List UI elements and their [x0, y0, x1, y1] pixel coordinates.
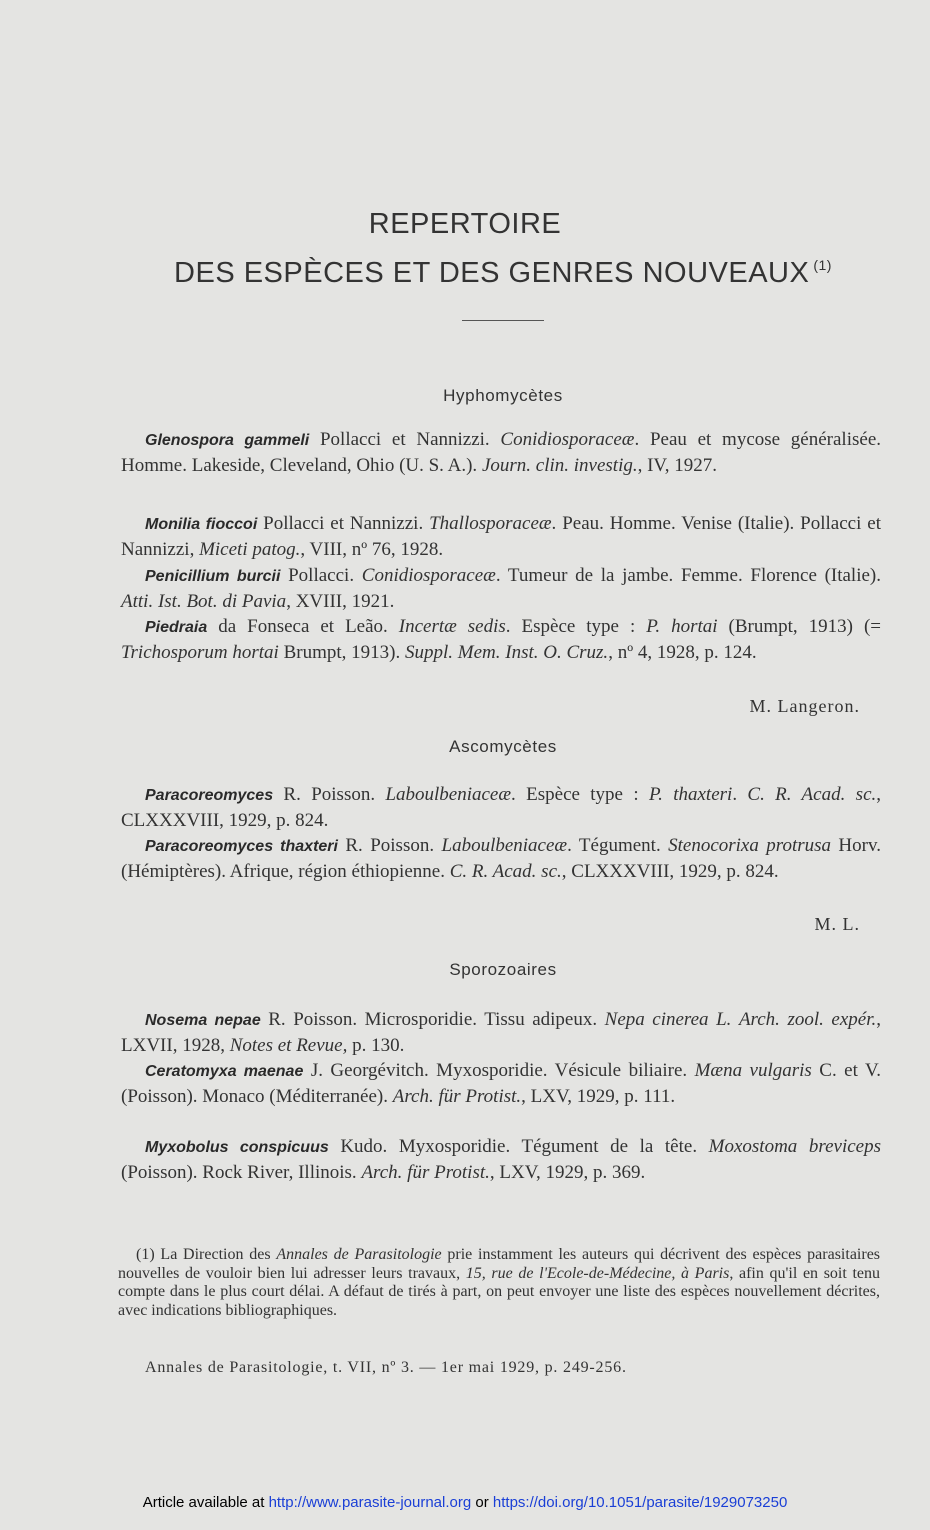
entry-text: Pollacci. — [280, 565, 362, 586]
availability-middle: or — [471, 1494, 493, 1511]
entry-ref: , CLXXXVIII, 1929, p. 824. — [121, 784, 882, 831]
species-name: Myxobolus conspicuus — [145, 1139, 329, 1156]
entry-ref: , LXV, 1929, p. 111. — [521, 1085, 676, 1107]
entry-ref: , LXVII, 1928, — [121, 1009, 881, 1056]
host-name: Moxostoma breviceps — [708, 1136, 881, 1157]
entry-paracoreomyces-thaxteri — [121, 834, 881, 884]
family-name: Thallosporaceæ — [429, 513, 552, 534]
species-name: Penicillium burcii — [145, 568, 281, 585]
entry-text: Horv. (Hémiptères). Afrique, région éthiopienne. — [121, 835, 881, 882]
entry-ref: , IV, 1927. — [637, 454, 717, 476]
species-name: Piedraia — [145, 619, 208, 636]
footnote-text: prie instamment les auteurs qui décrivent des espèces parasitaires nouvelles de vouloir bien lui adresser leurs travaux, — [118, 1246, 881, 1282]
footnote-text: (1) La Direction des — [136, 1246, 277, 1263]
article-availability — [0, 1494, 930, 1511]
species-name: Glenospora gammeli — [145, 432, 310, 449]
species-name: Ceratomyxa maenae — [145, 1063, 304, 1080]
journal-link[interactable]: http://www.parasite-journal.org — [268, 1494, 472, 1511]
entry-text: R. Poisson. — [337, 835, 442, 856]
entry-text: Pollacci et Nannizzi. — [309, 429, 501, 450]
section-heading-sporozoaires: Sporozoaires — [449, 960, 557, 979]
species-name: Monilia fioccoi — [145, 516, 258, 533]
family-name: Conidiosporaceæ — [500, 429, 635, 450]
entry-ref: , LXV, 1929, p. 369. — [489, 1161, 646, 1183]
entry-text: . Espèce type : — [505, 616, 647, 637]
entry-text: (Poisson). Rock River, Illinois. — [121, 1161, 362, 1183]
entry-text: Kudo. Myxosporidie. Tégument de la tête. — [328, 1136, 709, 1157]
entry-text: . Tégument. — [567, 835, 669, 856]
entry-ref: , nº 4, 1928, p. 124. — [608, 641, 757, 663]
signature-langeron: M. Langeron. — [749, 696, 860, 716]
journal-name: C. R. Acad. sc. — [449, 860, 562, 882]
entry-text: da Fonseca et Leão. — [207, 616, 399, 637]
species-name: Paracoreomyces thaxteri — [145, 838, 338, 855]
host-name: Nepa cinerea L. — [604, 1009, 732, 1030]
family-name: Conidiosporaceæ — [361, 565, 496, 586]
title-rule — [462, 320, 544, 321]
entry-myxobolus — [121, 1135, 881, 1185]
entry-monilia — [121, 512, 881, 562]
entry-text — [731, 1009, 739, 1030]
entry-text: C. et V. (Poisson). Monaco (Méditerranée). — [121, 1060, 882, 1107]
journal-name: Suppl. Mem. Inst. O. Cruz. — [404, 641, 609, 663]
journal-name: Arch. für Protist. — [392, 1085, 522, 1107]
entry-glenospora — [121, 428, 881, 478]
journal-name: Journ. clin. investig. — [481, 454, 638, 476]
entry-text: Pollacci et Nannizzi. — [257, 513, 430, 534]
entry-text: J. Georgévitch. Myxosporidie. Vésicule biliaire. — [303, 1060, 695, 1081]
footnote-text: , afin qu'il en soit tenu compte dans le plus court délai. A défaut de tirés à part, on peut envoyer une liste des espèces nouvellement décrites, avec indications bibliographiques. — [118, 1264, 880, 1319]
availability-prefix: Article available at — [142, 1494, 269, 1511]
entry-text: R. Poisson. Microsporidie. Tissu adipeux. — [260, 1009, 605, 1030]
signature-ml: M. L. — [814, 914, 860, 934]
footnote — [118, 1246, 880, 1320]
journal-citation: Annales de Parasitologie, t. VII, nº 3. — 1er mai 1929, p. 249-256. — [145, 1359, 627, 1376]
entry-text: . Peau. Homme. Venise (Italie). Pollacci et Nannizzi, — [121, 513, 881, 560]
journal-name: C. R. Acad. sc. — [747, 784, 877, 805]
entry-text: (Brumpt, 1913) (= — [717, 616, 881, 637]
entry-text: . Espèce type : — [511, 784, 649, 805]
entry-ref: , CLXXXVIII, 1929, p. 824. — [561, 860, 779, 882]
species-type: P. thaxteri — [648, 784, 733, 805]
entry-text: . Tumeur de la jambe. Femme. Florence (Italie). — [495, 565, 882, 586]
entry-penicillium — [121, 564, 881, 614]
entry-paracoreomyces — [121, 783, 881, 833]
journal-name: Atti. Ist. Bot. di Pavia — [121, 590, 287, 612]
footnote-address: 15, rue de l'Ecole-de-Médecine, à Paris — [465, 1264, 730, 1282]
family-name: Laboulbeniaceæ — [385, 784, 512, 805]
section-heading-ascomycetes: Ascomycètes — [449, 737, 557, 756]
title-note-mark: (1) — [813, 257, 832, 273]
family-name: Incertæ sedis — [398, 616, 506, 637]
entry-text: . Peau et mycose généralisée. Homme. Lakeside, Cleveland, Ohio (U. S. A.). — [121, 429, 881, 476]
entry-text: Brumpt, 1913). — [278, 641, 405, 663]
synonym-name: Trichosporum hortai — [121, 641, 279, 663]
journal-name: Arch. zool. expér. — [738, 1009, 877, 1030]
doi-link[interactable]: https://doi.org/10.1051/parasite/1929073250 — [492, 1494, 788, 1511]
host-name: Stenocorixa protrusa — [668, 835, 832, 856]
title-line-2 — [0, 257, 930, 290]
title-line-2-text: DES ESPÈCES ET DES GENRES NOUVEAUX — [174, 257, 810, 289]
entry-ref: , VIII, nº 76, 1928. — [300, 538, 444, 560]
journal-section: Notes et Revue, — [229, 1034, 348, 1056]
family-name: Laboulbeniaceæ — [441, 835, 568, 856]
species-name: Nosema nepae — [145, 1012, 261, 1029]
species-name: Paracoreomyces — [145, 787, 274, 804]
footnote-journal: Annales de Parasitologie — [276, 1246, 442, 1263]
entry-nosema — [121, 1008, 881, 1058]
entry-ref: p. 130. — [347, 1034, 405, 1056]
journal-name: Miceti patog. — [199, 538, 301, 560]
entry-ref: , XVIII, 1921. — [286, 590, 395, 612]
entry-ceratomyxa — [121, 1059, 881, 1109]
entry-text: R. Poisson. — [273, 784, 386, 805]
host-name: Mæna vulgaris — [694, 1060, 812, 1081]
species-type: P. hortai — [646, 616, 718, 637]
entry-piedraia — [121, 615, 881, 665]
journal-name: Arch. für Protist. — [361, 1161, 490, 1183]
entry-text: . — [732, 784, 748, 805]
section-heading-hyphomycetes: Hyphomycètes — [443, 386, 563, 405]
title-line-1: REPERTOIRE — [368, 208, 562, 240]
